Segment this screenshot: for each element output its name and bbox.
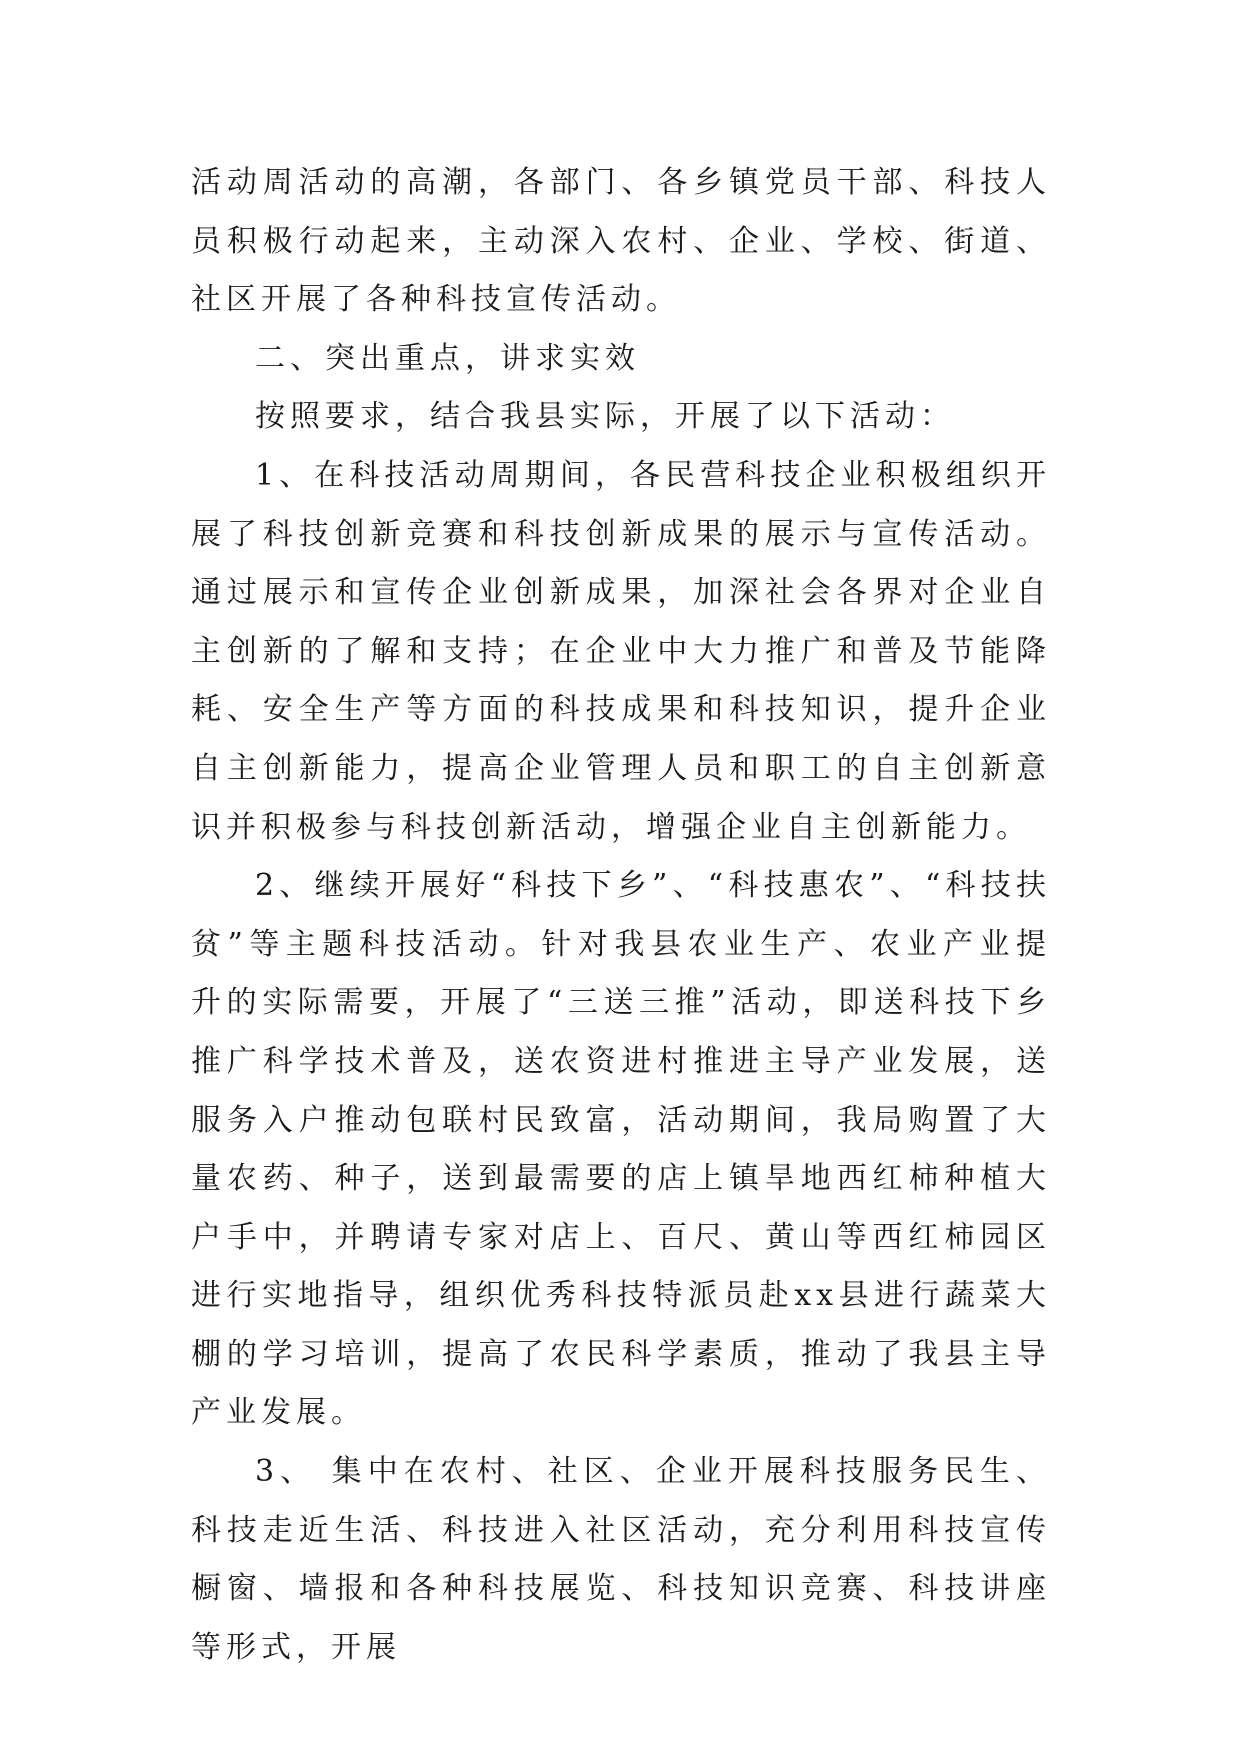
paragraph-item-1: 1、在科技活动周期间，各民营科技企业积极组织开展了科技创新竞赛和科技创新成果的展示与宣传活动。通过展示和宣传企业创新成果，加深社会各界对企业自主创新的了解和支持；在企业中大力推广和普及节能降耗、安全生产等方面的科技成果和科技知识，提升企业自主创新能力，提高企业管理人员和职工的自主创新意识并积极参与科技创新活动，增强企业自主创新能力。 <box>191 457 1051 845</box>
paragraph-item-3: 3、 集中在农村、社区、企业开展科技服务民生、科技走近生活、科技进入社区活动，充分利用科技宣传橱窗、墙报和各种科技展览、科技知识竞赛、科技讲座等形式，开展 <box>191 1454 1051 1665</box>
section-heading: 二、突出重点，讲求实效 <box>255 340 640 376</box>
paragraph-intro: 活动周活动的高潮，各部门、各乡镇党员干部、科技人员积极行动起来，主动深入农村、企业、学校、街道、社区开展了各种科技宣传活动。 <box>191 165 1051 318</box>
paragraph-lead: 按照要求，结合我县实际，开展了以下活动： <box>255 399 955 435</box>
paragraph-item-2: 2、继续开展好“科技下乡”、“科技惠农”、“科技扶贫”等主题科技活动。针对我县农业生产、农业产业提升的实际需要，开展了“三送三推”活动，即送科技下乡推广科学技术普及，送农资进村推进主导产业发展，送服务入户推动包联村民致富，活动期间，我局购置了大量农药、种子，送到最需要的店上镇旱地西红柿种植大户手中，并聘请专家对店上、百尺、黄山等西红柿园区进行实地指导，组织优秀科技特派员赴xx县进行蔬菜大棚的学习培训，提高了农民科学素质，推动了我县主导产业发展。 <box>191 868 1051 1431</box>
document-body <box>191 154 1051 1677</box>
